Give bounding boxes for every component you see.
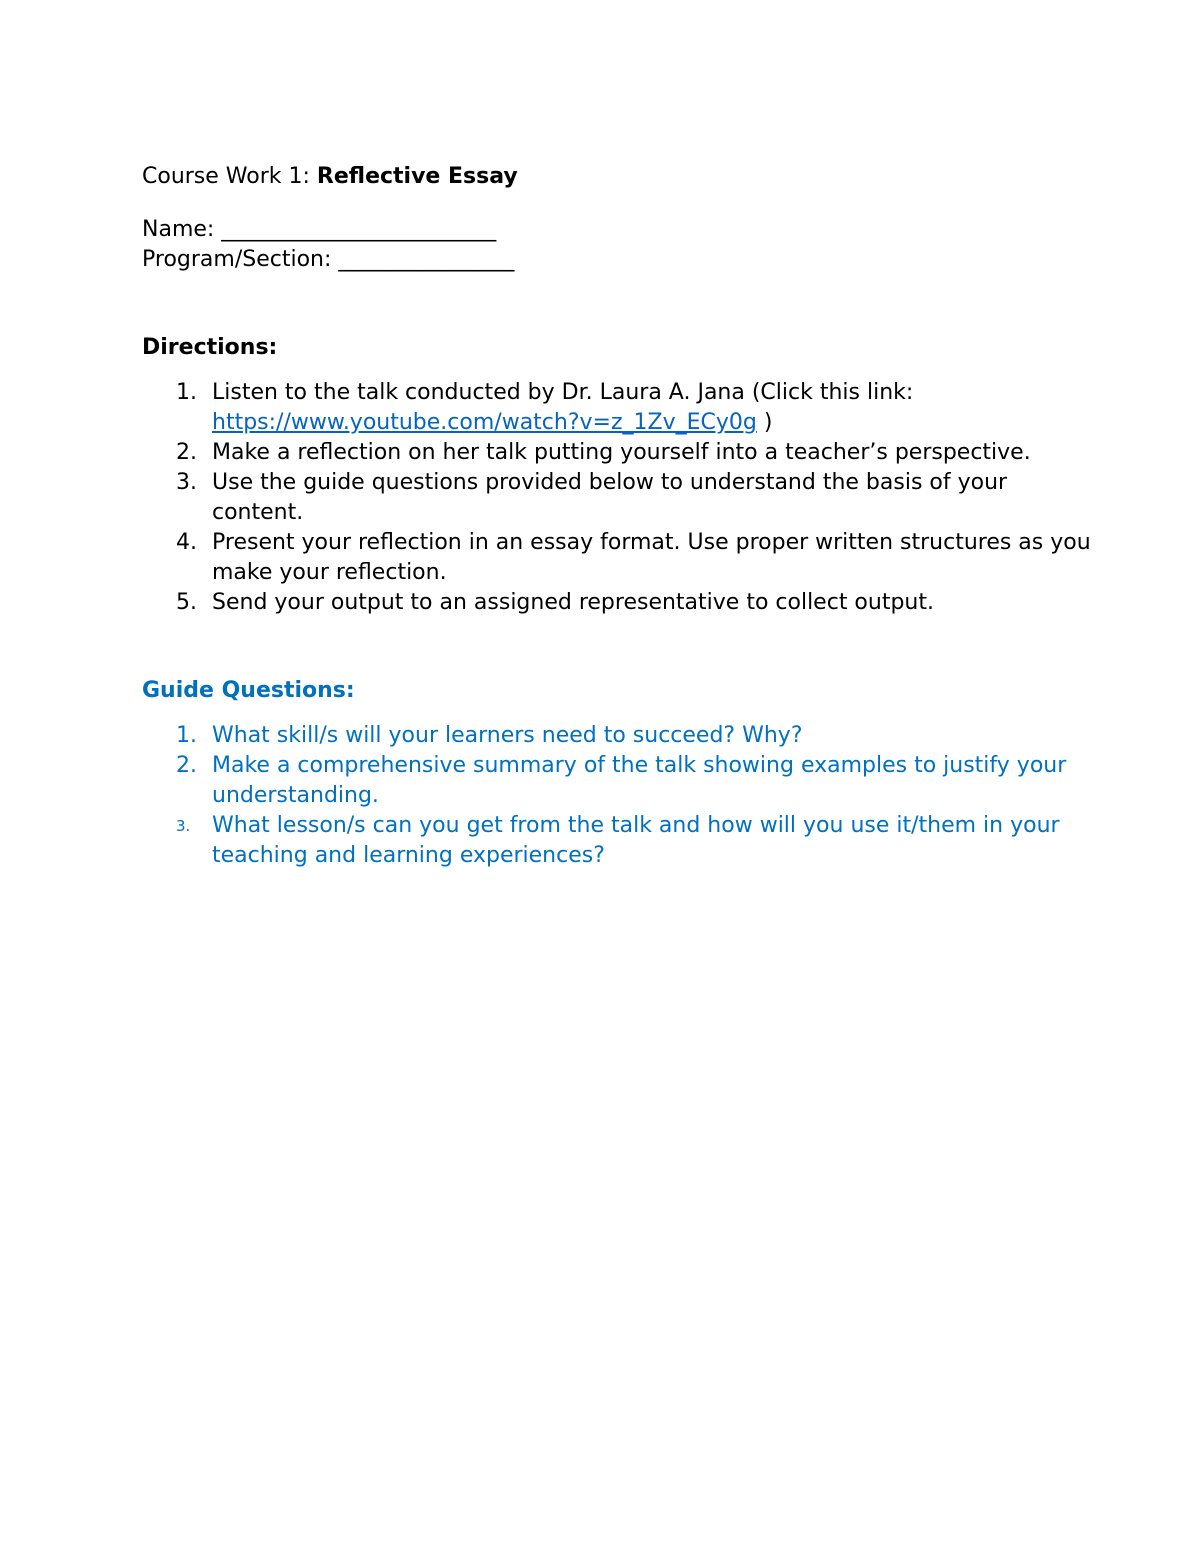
list-number: 1. [176, 723, 197, 748]
directions-item-2 [142, 438, 1102, 468]
title-bold: Reflective Essay [316, 164, 518, 189]
list-item-text: What skill/s will your learners need to succeed? Why? [212, 723, 803, 748]
list-item-text: Listen to the talk conducted by Dr. Laura A. Jana (Click this link: [212, 380, 914, 405]
program-section-field[interactable]: Program/Section: ________________ [142, 247, 515, 272]
list-item-text: What lesson/s can you get from the talk and how will you use it/them in your teaching and learning experiences? [212, 813, 1060, 868]
guide-questions-heading: Guide Questions: [142, 678, 355, 703]
list-item-text: Present your reflection in an essay format. Use proper written structures as you make your reflection. [212, 530, 1091, 585]
list-number: 3. [176, 470, 197, 495]
guide-item-2 [142, 751, 1102, 811]
directions-list [142, 378, 1102, 618]
document-page [142, 162, 1102, 871]
list-number: 3. [176, 817, 191, 835]
list-item-text: Make a comprehensive summary of the talk showing examples to justify your understanding. [212, 753, 1067, 808]
name-field[interactable]: Name: _________________________ [142, 217, 497, 242]
list-number: 2. [176, 753, 197, 778]
student-fields [142, 215, 1102, 275]
directions-heading: Directions: [142, 335, 278, 360]
youtube-link[interactable]: https://www.youtube.com/watch?v=z_1Zv_ECy0g [212, 410, 757, 435]
directions-item-5 [142, 588, 1102, 618]
list-item-text: Make a reflection on her talk putting yourself into a teacher’s perspective. [212, 440, 1031, 465]
directions-item-3 [142, 468, 1102, 528]
guide-item-1 [142, 721, 1102, 751]
guide-questions-list [142, 721, 1102, 871]
directions-item-1 [142, 378, 1102, 438]
list-item-text: Use the guide questions provided below to understand the basis of your content. [212, 470, 1008, 525]
guide-item-3 [142, 811, 1102, 871]
list-number: 4. [176, 530, 197, 555]
title-prefix: Course Work 1: [142, 164, 317, 189]
list-item-text: Send your output to an assigned representative to collect output. [212, 590, 934, 615]
list-number: 2. [176, 440, 197, 465]
page-title [142, 162, 1102, 192]
list-item-text-after: ) [756, 410, 773, 435]
list-number: 1. [176, 380, 197, 405]
list-number: 5. [176, 590, 197, 615]
directions-item-4 [142, 528, 1102, 588]
